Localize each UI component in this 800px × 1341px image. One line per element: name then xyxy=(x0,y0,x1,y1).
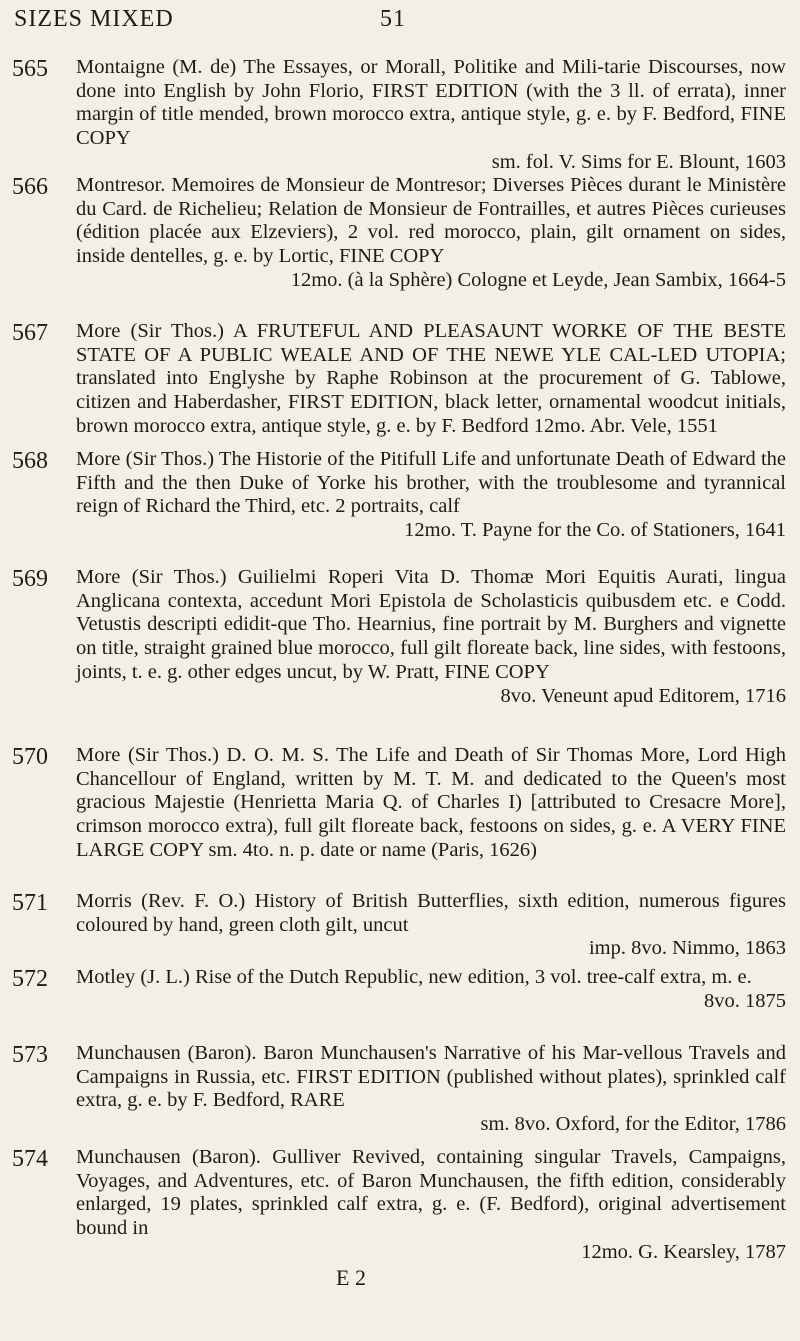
entry-text: Montaigne (M. de) The Essayes, or Morall, Politike and Mili-tarie Discourses, now done into English by John Florio, FIRST EDITION (with the 3 ll. of errata), inner margin of title mended, brown morocco extra, antique style, g. e. by F. Bedford, FINE COPY sm. fol. V. Sims for E. Blount, 1603 xyxy=(76,56,786,173)
catalogue-entry xyxy=(0,1042,800,1146)
entry-text: Montresor. Memoires de Monsieur de Montresor; Diverses Pièces durant le Ministère du Card. de Richelieu; Relation de Monsieur de Fontrailles, et autres Pièces curieuses (édition placée aux Elzeviers), 2 vol. red morocco, plain, gilt ornament on sides, inside dentelles, g. e. by Lortic, FINE COPY 12mo. (à la Sphère) Cologne et Leyde, Jean Sambix, 1664-5 xyxy=(76,174,786,291)
lot-number: 573 xyxy=(12,1042,48,1068)
lot-number: 565 xyxy=(12,56,48,82)
page-number: 51 xyxy=(380,6,406,32)
entry-text: More (Sir Thos.) A FRUTEFUL AND PLEASAUNT WORKE OF THE BESTE STATE OF A PUBLIC WEALE AND OF THE NEWE YLE CAL-LED UTOPIA; translated into Englyshe by Raphe Robinson at the procurement of G. Tablowe, citizen and Haberdasher, FIRST EDITION, black letter, ornamental woodcut initials, brown morocco extra, antique style, g. e. by F. Bedford 12mo. Abr. Vele, 1551 xyxy=(76,320,786,437)
entry-text: Munchausen (Baron). Baron Munchausen's Narrative of his Mar-vellous Travels and Campaigns in Russia, etc. FIRST EDITION (published without plates), sprinkled calf extra, g. e. by F. Bedford, RARE sm. 8vo. Oxford, for the Editor, 1786 xyxy=(76,1042,786,1136)
entry-text: Motley (J. L.) Rise of the Dutch Republic, new edition, 3 vol. tree-calf extra, m. e. 8vo. 1875 xyxy=(76,966,786,1012)
lot-number: 570 xyxy=(12,744,48,770)
catalogue-entries xyxy=(0,56,800,1290)
catalogue-entry xyxy=(0,1146,800,1290)
entry-imprint: 12mo. (à la Sphère) Cologne et Leyde, Jean Sambix, 1664-5 xyxy=(290,268,786,291)
entry-text: Munchausen (Baron). Gulliver Revived, containing singular Travels, Campaigns, Voyages, and Adventures, etc. of Baron Munchausen, the fifth edition, considerably enlarged, 19 plates, sprinkled calf extra, g. e. (F. Bedford), original advertisement bound in 12mo. G. Kearsley, 1787 E 2 xyxy=(76,1146,786,1290)
entry-imprint: sm. fol. V. Sims for E. Blount, 1603 xyxy=(491,150,786,173)
entry-imprint: 12mo. T. Payne for the Co. of Stationers, 1641 xyxy=(404,519,786,542)
entry-text: More (Sir Thos.) D. O. M. S. The Life and Death of Sir Thomas More, Lord High Chancellour of England, written by M. T. M. and dedicated to the Queen's most gracious Majestie (Henrietta Maria Q. of Charles I) [attributed to Cresacre More], crimson morocco extra), full gilt floreate back, festoons on sides, g. e. A VERY FINE LARGE COPY sm. 4to. n. p. date or name (Paris, 1626) xyxy=(76,744,786,861)
catalogue-entry xyxy=(0,566,800,744)
lot-number: 569 xyxy=(12,566,48,592)
catalogue-entry xyxy=(0,56,800,174)
running-head: SIZES MIXED xyxy=(14,6,174,32)
entry-text: More (Sir Thos.) Guilielmi Roperi Vita D. Thomæ Mori Equitis Aurati, lingua Anglicana contexta, accedunt Mori Epistola de Scholasticis quibusdem etc. e Codd. Vetustis descripti edidit-que Tho. Hearnius, fine portrait by M. Burghers and vignette on title, straight grained blue morocco, full gilt floreate back, line sides, with festoons, joints, t. e. g. other edges uncut, by W. Pratt, FINE COPY 8vo. Veneunt apud Editorem, 1716 xyxy=(76,566,786,707)
lot-number: 571 xyxy=(12,890,48,916)
entry-text: Morris (Rev. F. O.) History of British Butterflies, sixth edition, numerous figures coloured by hand, green cloth gilt, uncut imp. 8vo. Nimmo, 1863 xyxy=(76,890,786,960)
lot-number: 568 xyxy=(12,448,48,474)
catalogue-entry xyxy=(0,448,800,566)
lot-number: 567 xyxy=(12,320,48,346)
entry-imprint: 8vo. 1875 xyxy=(704,989,786,1012)
lot-number: 572 xyxy=(12,966,48,992)
catalogue-entry xyxy=(0,174,800,320)
catalogue-entry xyxy=(0,744,800,890)
lot-number: 574 xyxy=(12,1146,48,1172)
catalogue-entry xyxy=(0,966,800,1042)
entry-imprint: imp. 8vo. Nimmo, 1863 xyxy=(588,937,786,960)
signature-mark: E 2 xyxy=(336,1264,366,1290)
entry-imprint: 12mo. G. Kearsley, 1787 xyxy=(581,1240,786,1263)
lot-number: 566 xyxy=(12,174,48,200)
entry-imprint: 8vo. Veneunt apud Editorem, 1716 xyxy=(500,684,786,707)
entry-imprint: sm. 8vo. Oxford, for the Editor, 1786 xyxy=(480,1113,786,1136)
catalogue-entry xyxy=(0,890,800,966)
page-header xyxy=(14,6,772,40)
entry-text: More (Sir Thos.) The Historie of the Pitifull Life and unfortunate Death of Edward the Fifth and the then Duke of Yorke his brother, with the troublesome and tyrannical reign of Richard the Third, etc. 2 portraits, calf 12mo. T. Payne for the Co. of Stationers, 1641 xyxy=(76,448,786,542)
catalogue-entry xyxy=(0,320,800,448)
